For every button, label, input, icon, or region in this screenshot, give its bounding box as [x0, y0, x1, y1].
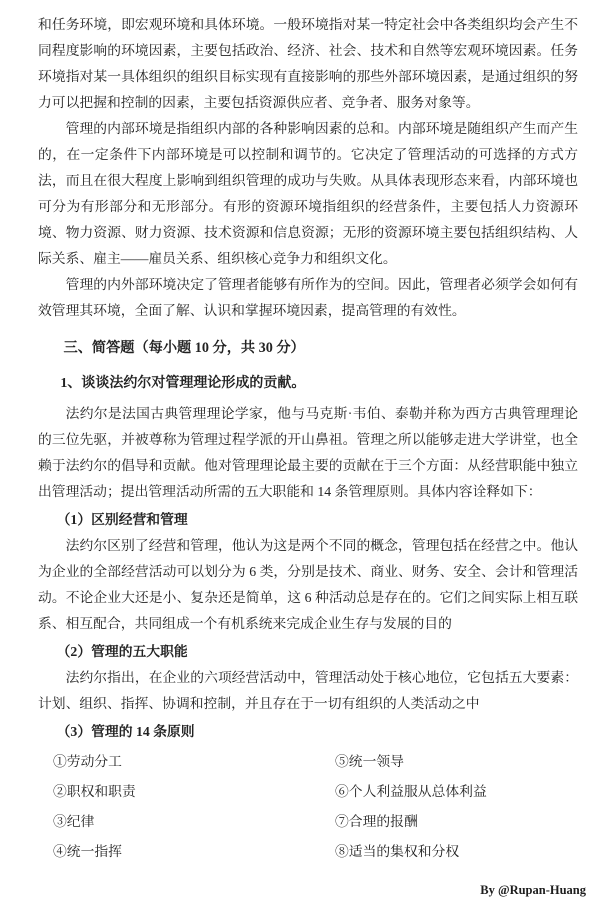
- question-1-intro-paragraph: 法约尔是法国古典管理理论学家，他与马克斯·韦伯、泰勒并称为西方古典管理理论的三位先驱，并被尊称为管理过程学派的开山鼻祖。管理之所以能够走进大学讲堂，也全赖于法约尔的倡导和贡献。他对管理理论最主要的贡献在于三个方面：从经营职能中独立出管理活动；提出管理活动所需的五大职能和 14 条管理原则。具体内容诠释如下：: [38, 406, 578, 499]
- principle-item-4: ④统一指挥: [53, 844, 122, 859]
- section-heading-short-answer: 三、简答题（每小题 10 分，共 30 分）: [63, 340, 305, 356]
- paragraph-internal-environment: 管理的内部环境是指组织内部的各种影响因素的总和。内部环境是随组织产生而产生的，在一定条件下内部环境是可以控制和调节的。它决定了管理活动的可选择的方式方法，而且在很大程度上影响到组织管理的成功与失败。从具体表现形态来看，内部环境也可分为有形部分和无形部分。有形的资源环境指组织的经营条件，主要包括人力资源环境、物力资源、财力资源、技术资源和信息资源；无形的资源环境主要包括组织结构、人际关系、雇主——雇员关系、组织核心竞争力和组织文化。: [38, 121, 578, 266]
- principles-column-left: [38, 747, 335, 867]
- principle-item-2: ②职权和职责: [53, 784, 136, 799]
- part-2-body-paragraph: 法约尔指出，在企业的六项经营活动中，管理活动处于核心地位，它包括五大要素：计划、组织、指挥、协调和控制，并且存在于一切有组织的人类活动之中: [38, 670, 578, 711]
- part-1-heading: （1）区别经营和管理: [56, 512, 188, 527]
- question-1-title: 1、谈谈法约尔对管理理论形成的贡献。: [60, 376, 306, 391]
- principles-column-right: [335, 747, 578, 867]
- part-1-body-paragraph: 法约尔区别了经营和管理，他认为这是两个不同的概念，管理包括在经营之中。他认为企业的全部经营活动可以划分为 6 类，分别是技术、商业、财务、安全、会计和管理活动。不论企业大还是小、复杂还是简单，这 6 种活动总是存在的。它们之间实际上相互联系、相互配合，共同组成一个有机系统来完成企业生存与发展的目的: [38, 538, 578, 631]
- part-2-heading: （2）管理的五大职能: [56, 644, 188, 659]
- part-3-heading: （3）管理的 14 条原则: [56, 724, 195, 739]
- principle-item-8: ⑧适当的集权和分权: [335, 844, 460, 859]
- paragraph-general-task-environment: 和任务环境，即宏观环境和具体环境。一般环境指对某一特定社会中各类组织均会产生不同程度影响的环境因素，主要包括政治、经济、社会、技术和自然等宏观环境因素。任务环境指对某一具体组织的组织目标实现有直接影响的那些外部环境因素，是通过组织的努力可以把握和控制的因素，主要包括资源供应者、竞争者、服务对象等。: [38, 17, 578, 110]
- principle-item-3: ③纪律: [53, 814, 95, 829]
- author-credit: By @Rupan-Huang: [480, 883, 586, 897]
- principle-item-5: ⑤统一领导: [335, 754, 404, 769]
- principle-item-1: ①劳动分工: [53, 754, 122, 769]
- paragraph-environment-conclusion: 管理的内外部环境决定了管理者能够有所作为的空间。因此，管理者必须学会如何有效管理其环境，全面了解、认识和掌握环境因素，提高管理的有效性。: [38, 277, 578, 318]
- principle-item-7: ⑦合理的报酬: [335, 814, 418, 829]
- principles-list: [38, 747, 578, 867]
- principle-item-6: ⑥个人利益服从总体利益: [335, 784, 487, 799]
